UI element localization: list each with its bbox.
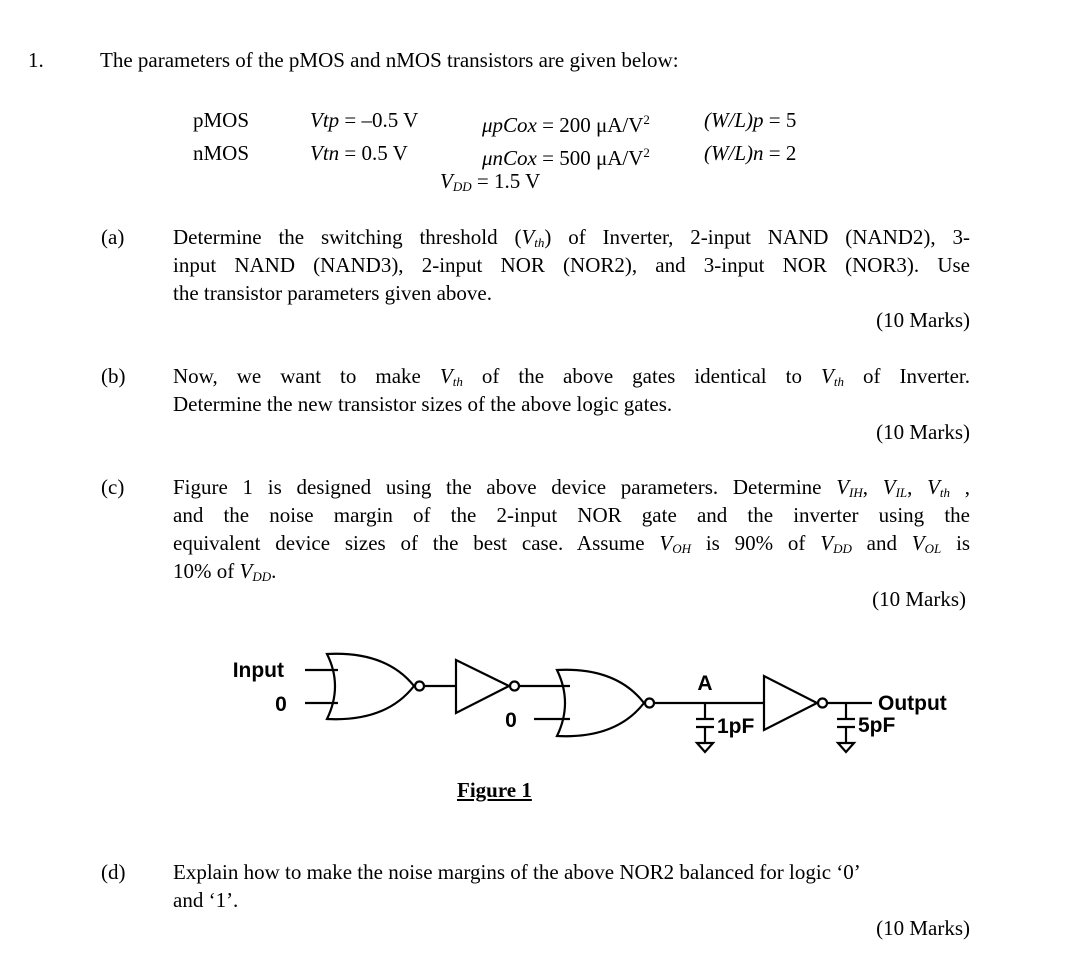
part-a-label: (a)	[101, 225, 125, 249]
cap-1pf-label: 1pF	[717, 715, 755, 738]
part-b-marks: (10 Marks)	[876, 420, 970, 444]
part-c-text: equivalent device sizes of the best case. Assume	[173, 531, 645, 555]
vdd-subscript: DD	[452, 179, 472, 194]
part-d-label: (d)	[101, 860, 126, 884]
capacitor-5pf	[837, 703, 855, 752]
vil-symbol: V	[882, 475, 896, 499]
part-b-text: of the above gates identical to	[481, 364, 802, 388]
part-d-line-2: and ‘1’.	[173, 888, 239, 912]
figure-caption: Figure 1	[457, 778, 532, 802]
input-label: Input	[232, 659, 284, 682]
pmos-label: pMOS	[193, 108, 250, 132]
vdd-number: = 1.5 V	[476, 169, 541, 193]
vil-subscript: IL	[895, 485, 908, 500]
nmos-wl-value: = 2	[768, 141, 797, 165]
inverter-1	[424, 660, 519, 713]
voh-symbol: V	[659, 531, 673, 555]
nmos-mu-value: = 500 μA/V	[542, 146, 644, 170]
part-a-text: ) of Inverter, 2-input NAND (NAND2), 3-	[544, 225, 970, 249]
part-c-text: is	[956, 531, 971, 555]
inverter-2	[764, 676, 872, 730]
vol-symbol: V	[911, 531, 925, 555]
part-c-text: 10% of	[173, 559, 235, 583]
pmos-vt-value: = –0.5 V	[344, 108, 419, 132]
pmos-mu-value: = 200 μA/V	[542, 113, 644, 137]
part-c-text: Figure 1 is designed using the above device parameters. Determine	[173, 475, 822, 499]
voh-subscript: OH	[672, 541, 691, 556]
vdd-symbol: V	[820, 531, 834, 555]
part-d-line-1: Explain how to make the noise margins of the above NOR2 balanced for logic ‘0’	[173, 860, 861, 884]
vth-symbol: V	[821, 364, 834, 388]
vdd-subscript: DD	[252, 569, 272, 584]
vth-symbol: V	[439, 364, 453, 388]
question-number: 1.	[28, 48, 44, 72]
nmos-vt-value: = 0.5 V	[344, 141, 408, 165]
nmos-mu-symbol: μnCox	[482, 146, 537, 170]
vol-subscript: OL	[924, 541, 942, 556]
part-a-marks: (10 Marks)	[876, 308, 970, 332]
pmos-wl-symbol: (W/L)p	[704, 108, 764, 132]
part-c-label: (c)	[101, 475, 125, 499]
node-a-label: A	[697, 672, 713, 695]
part-c-text: is 90% of	[705, 531, 806, 555]
pmos-mu-symbol: μpCox	[482, 113, 537, 137]
pmos-vt-symbol: Vtp	[310, 108, 340, 132]
part-c-text: .	[271, 559, 277, 583]
nmos-vt-symbol: Vtn	[310, 141, 340, 165]
vth-symbol: V	[927, 475, 940, 499]
part-a-text: Determine the switching threshold (	[173, 225, 522, 249]
part-d-marks: (10 Marks)	[876, 916, 970, 940]
vth-subscript: th	[534, 235, 545, 250]
part-a-line-3: the transistor parameters given above.	[173, 281, 492, 305]
nmos-wl-symbol: (W/L)n	[704, 141, 764, 165]
vih-symbol: V	[836, 475, 850, 499]
output-label: Output	[878, 692, 947, 715]
vth-subscript: th	[452, 374, 463, 389]
nor-gate-2	[519, 670, 654, 736]
capacitor-1pf	[696, 703, 714, 752]
vth-subscript: th	[833, 374, 844, 389]
vdd-symbol: V	[239, 559, 253, 583]
nmos-label: nMOS	[193, 141, 250, 165]
part-b-text: Now, we want to make	[173, 364, 421, 388]
vdd-subscript: DD	[833, 541, 852, 556]
part-b-line-2: Determine the new transistor sizes of the above logic gates.	[173, 392, 673, 416]
part-c-line-2: and the noise margin of the 2-input NOR gate and the inverter using the	[173, 503, 970, 527]
pmos-wl-value: = 5	[768, 108, 797, 132]
input-value: 0	[275, 693, 287, 716]
superscript-2: 2	[643, 145, 650, 160]
vth-symbol: V	[521, 225, 535, 249]
vth-subscript: th	[939, 485, 951, 500]
part-c-marks: (10 Marks)	[872, 587, 966, 611]
part-b-text: of Inverter.	[862, 364, 971, 388]
part-c-text: and	[866, 531, 897, 555]
cap-5pf-label: 5pF	[858, 714, 896, 737]
superscript-2: 2	[643, 112, 650, 127]
second-input-value: 0	[505, 709, 517, 732]
part-a-line-2: input NAND (NAND3), 2-input NOR (NOR2), and 3-input NOR (NOR3). Use	[173, 253, 970, 277]
part-b-label: (b)	[101, 364, 126, 388]
part-c-line-1: Figure 1 is designed using the above device parameters. Determine $V_{IH}$, $V_{IL}$, $V_{th}$ ,	[173, 475, 971, 500]
vdd-symbol: V	[440, 169, 453, 193]
nor-gate-1	[305, 654, 424, 719]
vih-subscript: IH	[849, 485, 863, 500]
question-intro: The parameters of the pMOS and nMOS transistors are given below:	[100, 48, 679, 72]
